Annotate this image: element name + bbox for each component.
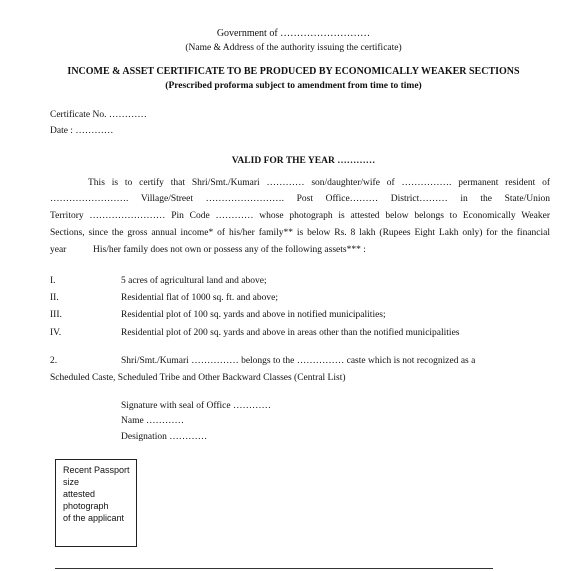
asset-item-text: Residential plot of 200 sq. yards and above in areas other than the notified municipalities [121,328,460,338]
signatory-designation: Designation ………… [121,432,208,442]
asset-item-number: I. [50,276,56,286]
clause-2-line-2: Scheduled Caste, Scheduled Tribe and Other Backward Classes (Central List) [50,373,346,383]
paragraph-line-5-assets: His/her family does not own or possess any of the following assets*** : [93,245,366,255]
certificate-date: Date : ………… [50,126,114,136]
asset-item-text: 5 acres of agricultural land and above; [121,276,267,286]
paragraph-line-5-year: year [50,245,67,255]
issuing-authority-note: (Name & Address of the authority issuing the certificate) [185,43,402,53]
issuing-government-line: Government of ……………………… [216,28,371,39]
paragraph-line-3: Territory …………………… Pin Code ………… whose photograph is attested below belongs to Economically Weaker [50,211,550,221]
paragraph-line-2: ……………………. Village/Street ……………………. Post Office……… District……… in the State/Union [50,194,550,204]
certificate-subtitle: (Prescribed proforma subject to amendment from time to time) [165,81,422,91]
certificate-title: INCOME & ASSET CERTIFICATE TO BE PRODUCED BY ECONOMICALLY WEAKER SECTIONS [67,66,520,77]
photo-caption-line: photograph [63,501,109,511]
valid-for-year: VALID FOR THE YEAR ………… [231,156,376,166]
asset-item-text: Residential flat of 1000 sq. ft. and above; [121,293,278,303]
clause-2-line-1: Shri/Smt./Kumari …………… belongs to the …………… caste which is not recognized as a [121,356,476,366]
signature-with-seal: Signature with seal of Office ………… [121,401,271,411]
paragraph-line-1: This is to certify that Shri/Smt./Kumari ………… son/daughter/wife of ……………. permanent resident of [88,178,550,188]
asset-item-number: II. [50,293,59,303]
photo-caption-line: of the applicant [63,513,125,523]
photo-box-caption [63,464,130,524]
paragraph-line-4: Sections, since the gross annual income* of his/her family** is below Rs. 8 lakh (Rupees Eight Lakh only) for the financial [50,228,550,238]
signatory-name: Name ………… [121,416,185,426]
certificate-number: Certificate No. ………… [50,110,147,120]
photo-caption-line: size [63,477,80,487]
photo-caption-line: attested [63,489,96,499]
bottom-divider [55,568,493,569]
asset-item-number: III. [50,310,62,320]
applicant-photo-box [55,459,137,547]
photo-caption-line: Recent Passport [63,465,130,475]
clause-2-number: 2. [50,356,58,366]
asset-item-number: IV. [50,328,62,338]
asset-item-text: Residential plot of 100 sq. yards and above in notified municipalities; [121,310,386,320]
